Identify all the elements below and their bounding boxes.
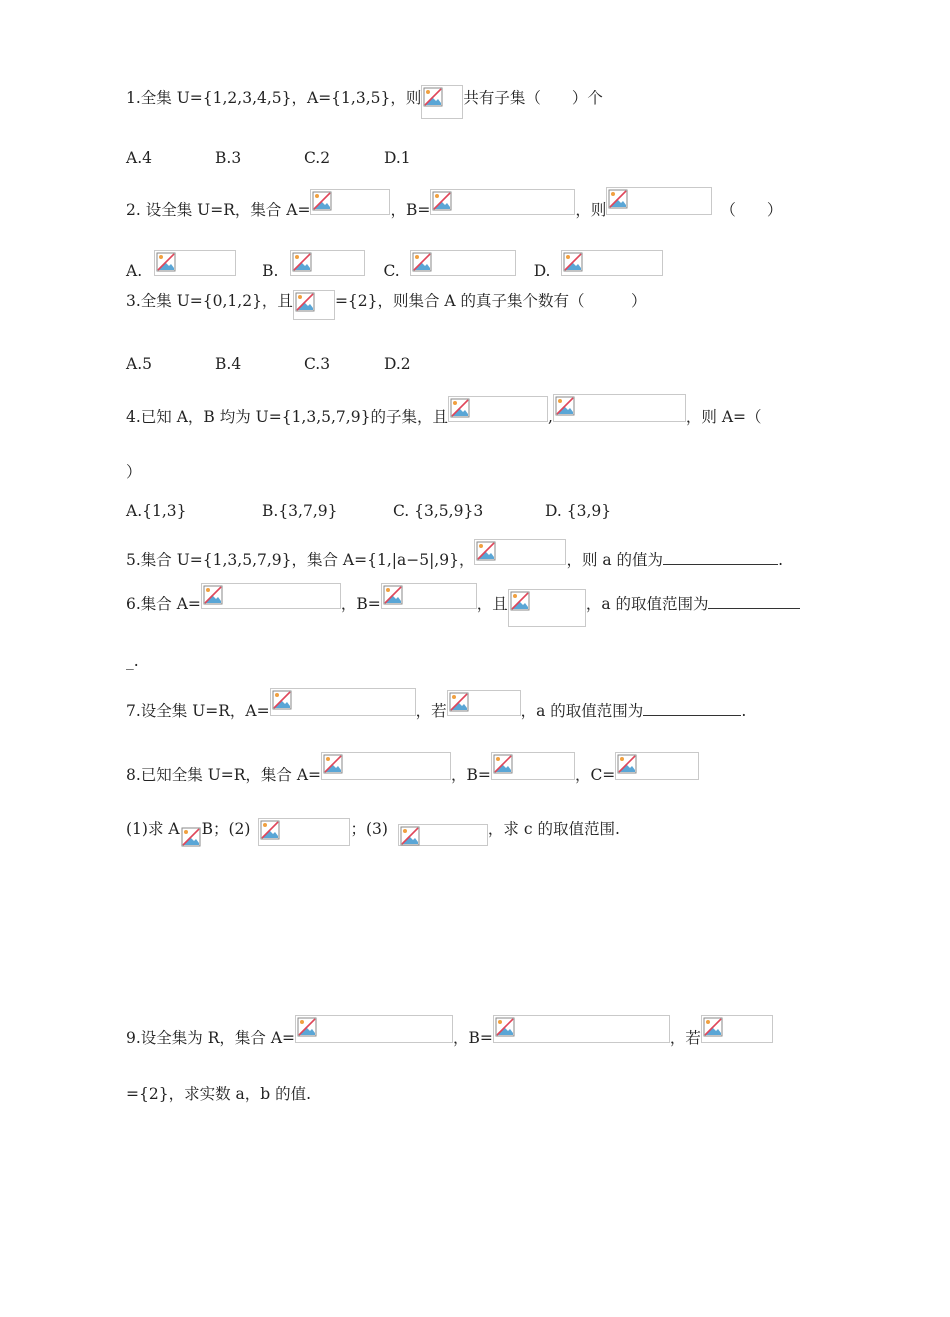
broken-image-glyph bbox=[476, 541, 496, 561]
broken-image-icon bbox=[410, 250, 516, 276]
q8-sub-post: ，求 c 的取值范围. bbox=[487, 820, 620, 838]
broken-image-glyph bbox=[156, 252, 176, 272]
broken-image-glyph bbox=[272, 690, 292, 710]
broken-image-glyph bbox=[608, 189, 628, 209]
q4-options bbox=[126, 501, 611, 521]
q1-option-d[interactable]: D.1 bbox=[384, 149, 411, 167]
q2-text-mid1: ，B= bbox=[390, 201, 431, 219]
broken-image-icon bbox=[381, 583, 477, 609]
broken-image-glyph bbox=[563, 252, 583, 272]
answer-blank[interactable] bbox=[663, 550, 778, 565]
q1-option-a[interactable]: A.4 bbox=[126, 149, 152, 167]
question-3 bbox=[126, 290, 647, 320]
broken-image-glyph bbox=[493, 754, 513, 774]
broken-image-glyph bbox=[450, 398, 470, 418]
q5-text-end: . bbox=[778, 551, 783, 569]
q1-text-post: 共有子集（ ）个 bbox=[463, 89, 603, 107]
q9-text-mid1: ，B= bbox=[453, 1029, 493, 1047]
broken-image-icon bbox=[201, 583, 341, 609]
broken-image-glyph bbox=[181, 827, 201, 847]
question-9 bbox=[126, 1015, 773, 1048]
q8-sub-pre: (1)求 A bbox=[126, 820, 180, 838]
broken-image-icon bbox=[398, 824, 488, 846]
q4-close-paren: ） bbox=[126, 463, 142, 481]
broken-image-icon bbox=[508, 589, 586, 627]
q4-option-b[interactable]: B.{3,7,9} bbox=[262, 502, 338, 520]
q9-text-mid2: ，若 bbox=[669, 1029, 701, 1047]
q6-text-post: ，a 的取值范围为 bbox=[585, 595, 709, 613]
q2-option-d[interactable]: D. bbox=[533, 262, 551, 280]
question-1 bbox=[126, 85, 603, 119]
broken-image-glyph bbox=[295, 292, 315, 312]
broken-image-icon bbox=[561, 250, 663, 276]
broken-image-icon bbox=[421, 85, 463, 119]
q4-option-c[interactable]: C. {3,5,9}3 bbox=[393, 502, 484, 520]
q4-text-post: ，则 A=（ bbox=[685, 408, 762, 426]
q2-text-mid2: ，则 bbox=[575, 201, 607, 219]
question-8 bbox=[126, 752, 699, 785]
broken-image-glyph bbox=[510, 591, 530, 611]
broken-image-glyph bbox=[297, 1017, 317, 1037]
q2-options bbox=[126, 250, 663, 281]
broken-image-glyph bbox=[432, 191, 452, 211]
q7-text-end: . bbox=[741, 702, 747, 720]
q7-text-mid1: ，若 bbox=[415, 702, 447, 720]
broken-image-glyph bbox=[703, 1017, 723, 1037]
broken-image-glyph bbox=[312, 191, 332, 211]
question-7 bbox=[126, 688, 746, 721]
broken-image-glyph bbox=[383, 585, 403, 605]
q7-text-post: ，a 的取值范围为 bbox=[520, 702, 644, 720]
broken-image-icon bbox=[293, 290, 335, 320]
q6-text-mid2: ，且 bbox=[476, 595, 508, 613]
broken-image-icon bbox=[310, 189, 390, 215]
broken-image-glyph bbox=[449, 692, 469, 712]
q3-option-a[interactable]: A.5 bbox=[126, 355, 152, 373]
question-4 bbox=[126, 394, 762, 427]
q8-sub-b: B；(2) bbox=[201, 820, 251, 838]
question-8-parts bbox=[126, 818, 620, 846]
broken-image-glyph bbox=[323, 754, 343, 774]
broken-image-icon bbox=[701, 1015, 773, 1043]
broken-image-icon bbox=[553, 394, 686, 422]
broken-image-glyph bbox=[412, 252, 432, 272]
q2-text-pre: 2. 设全集 U=R，集合 A= bbox=[126, 201, 311, 219]
broken-image-icon bbox=[270, 688, 416, 716]
broken-image-icon bbox=[615, 752, 699, 780]
broken-image-icon bbox=[606, 187, 712, 215]
q2-text-post: （ ） bbox=[720, 201, 783, 219]
broken-image-icon bbox=[493, 1015, 670, 1043]
q1-options bbox=[126, 148, 411, 168]
broken-image-glyph bbox=[555, 396, 575, 416]
broken-image-icon bbox=[448, 396, 548, 422]
q1-option-c[interactable]: C.2 bbox=[304, 149, 331, 167]
broken-image-icon bbox=[295, 1015, 453, 1043]
q1-text-pre: 1.全集 U={1,2,3,4,5}，A={1,3,5}，则 bbox=[126, 89, 422, 107]
broken-image-icon bbox=[180, 826, 202, 846]
q6-text-mid1: ，B= bbox=[340, 595, 381, 613]
q6-text-pre: 6.集合 A= bbox=[126, 595, 201, 613]
broken-image-glyph bbox=[617, 754, 637, 774]
broken-image-icon bbox=[474, 539, 566, 565]
q4-text-pre: 4.已知 A，B 均为 U={1,3,5,7,9}的子集，且 bbox=[126, 408, 448, 426]
q3-text-post: ={2}，则集合 A 的真子集个数有（ ） bbox=[334, 292, 647, 310]
broken-image-glyph bbox=[260, 820, 280, 840]
q9-text-pre: 9.设全集为 R，集合 A= bbox=[126, 1029, 295, 1047]
broken-image-icon bbox=[258, 818, 350, 846]
broken-image-icon bbox=[430, 189, 575, 215]
q1-option-b[interactable]: B.3 bbox=[215, 149, 242, 167]
q8-text-mid1: ，B= bbox=[451, 766, 491, 784]
q4-option-a[interactable]: A.{1,3} bbox=[126, 502, 187, 520]
broken-image-icon bbox=[491, 752, 575, 780]
question-5 bbox=[126, 539, 783, 570]
q3-options bbox=[126, 354, 411, 374]
q4-text-mid1: , bbox=[547, 408, 553, 426]
broken-image-glyph bbox=[423, 87, 443, 107]
q5-text-pre: 5.集合 U={1,3,5,7,9}，集合 A={1,|a−5|,9}， bbox=[126, 551, 475, 569]
q4-option-d[interactable]: D. {3,9} bbox=[545, 502, 612, 520]
q8-text-pre: 8.已知全集 U=R，集合 A= bbox=[126, 766, 322, 784]
broken-image-icon bbox=[321, 752, 451, 780]
answer-blank[interactable] bbox=[708, 594, 800, 609]
q3-option-d[interactable]: D.2 bbox=[384, 355, 411, 373]
q6-continuation: _. bbox=[126, 652, 139, 670]
q9-continuation: ={2}，求实数 a，b 的值. bbox=[126, 1085, 312, 1103]
q2-option-b[interactable]: B. bbox=[262, 262, 279, 280]
broken-image-icon bbox=[290, 250, 365, 276]
q3-text-pre: 3.全集 U={0,1,2}，且 bbox=[126, 292, 293, 310]
q8-sub-mid: ；(3) bbox=[350, 820, 388, 838]
question-2 bbox=[126, 187, 782, 220]
broken-image-glyph bbox=[400, 826, 420, 846]
answer-blank[interactable] bbox=[643, 701, 741, 716]
q2-option-c[interactable]: C. bbox=[383, 262, 400, 280]
q3-option-b[interactable]: B.4 bbox=[215, 355, 242, 373]
broken-image-icon bbox=[447, 690, 521, 716]
question-6 bbox=[126, 583, 800, 627]
broken-image-glyph bbox=[203, 585, 223, 605]
q3-option-c[interactable]: C.3 bbox=[304, 355, 331, 373]
q8-text-mid2: ，C= bbox=[574, 766, 616, 784]
q5-text-post: ，则 a 的值为 bbox=[566, 551, 664, 569]
q2-option-a[interactable]: A. bbox=[126, 262, 143, 280]
broken-image-icon bbox=[154, 250, 236, 276]
broken-image-glyph bbox=[495, 1017, 515, 1037]
q7-text-pre: 7.设全集 U=R，A= bbox=[126, 702, 270, 720]
broken-image-glyph bbox=[292, 252, 312, 272]
